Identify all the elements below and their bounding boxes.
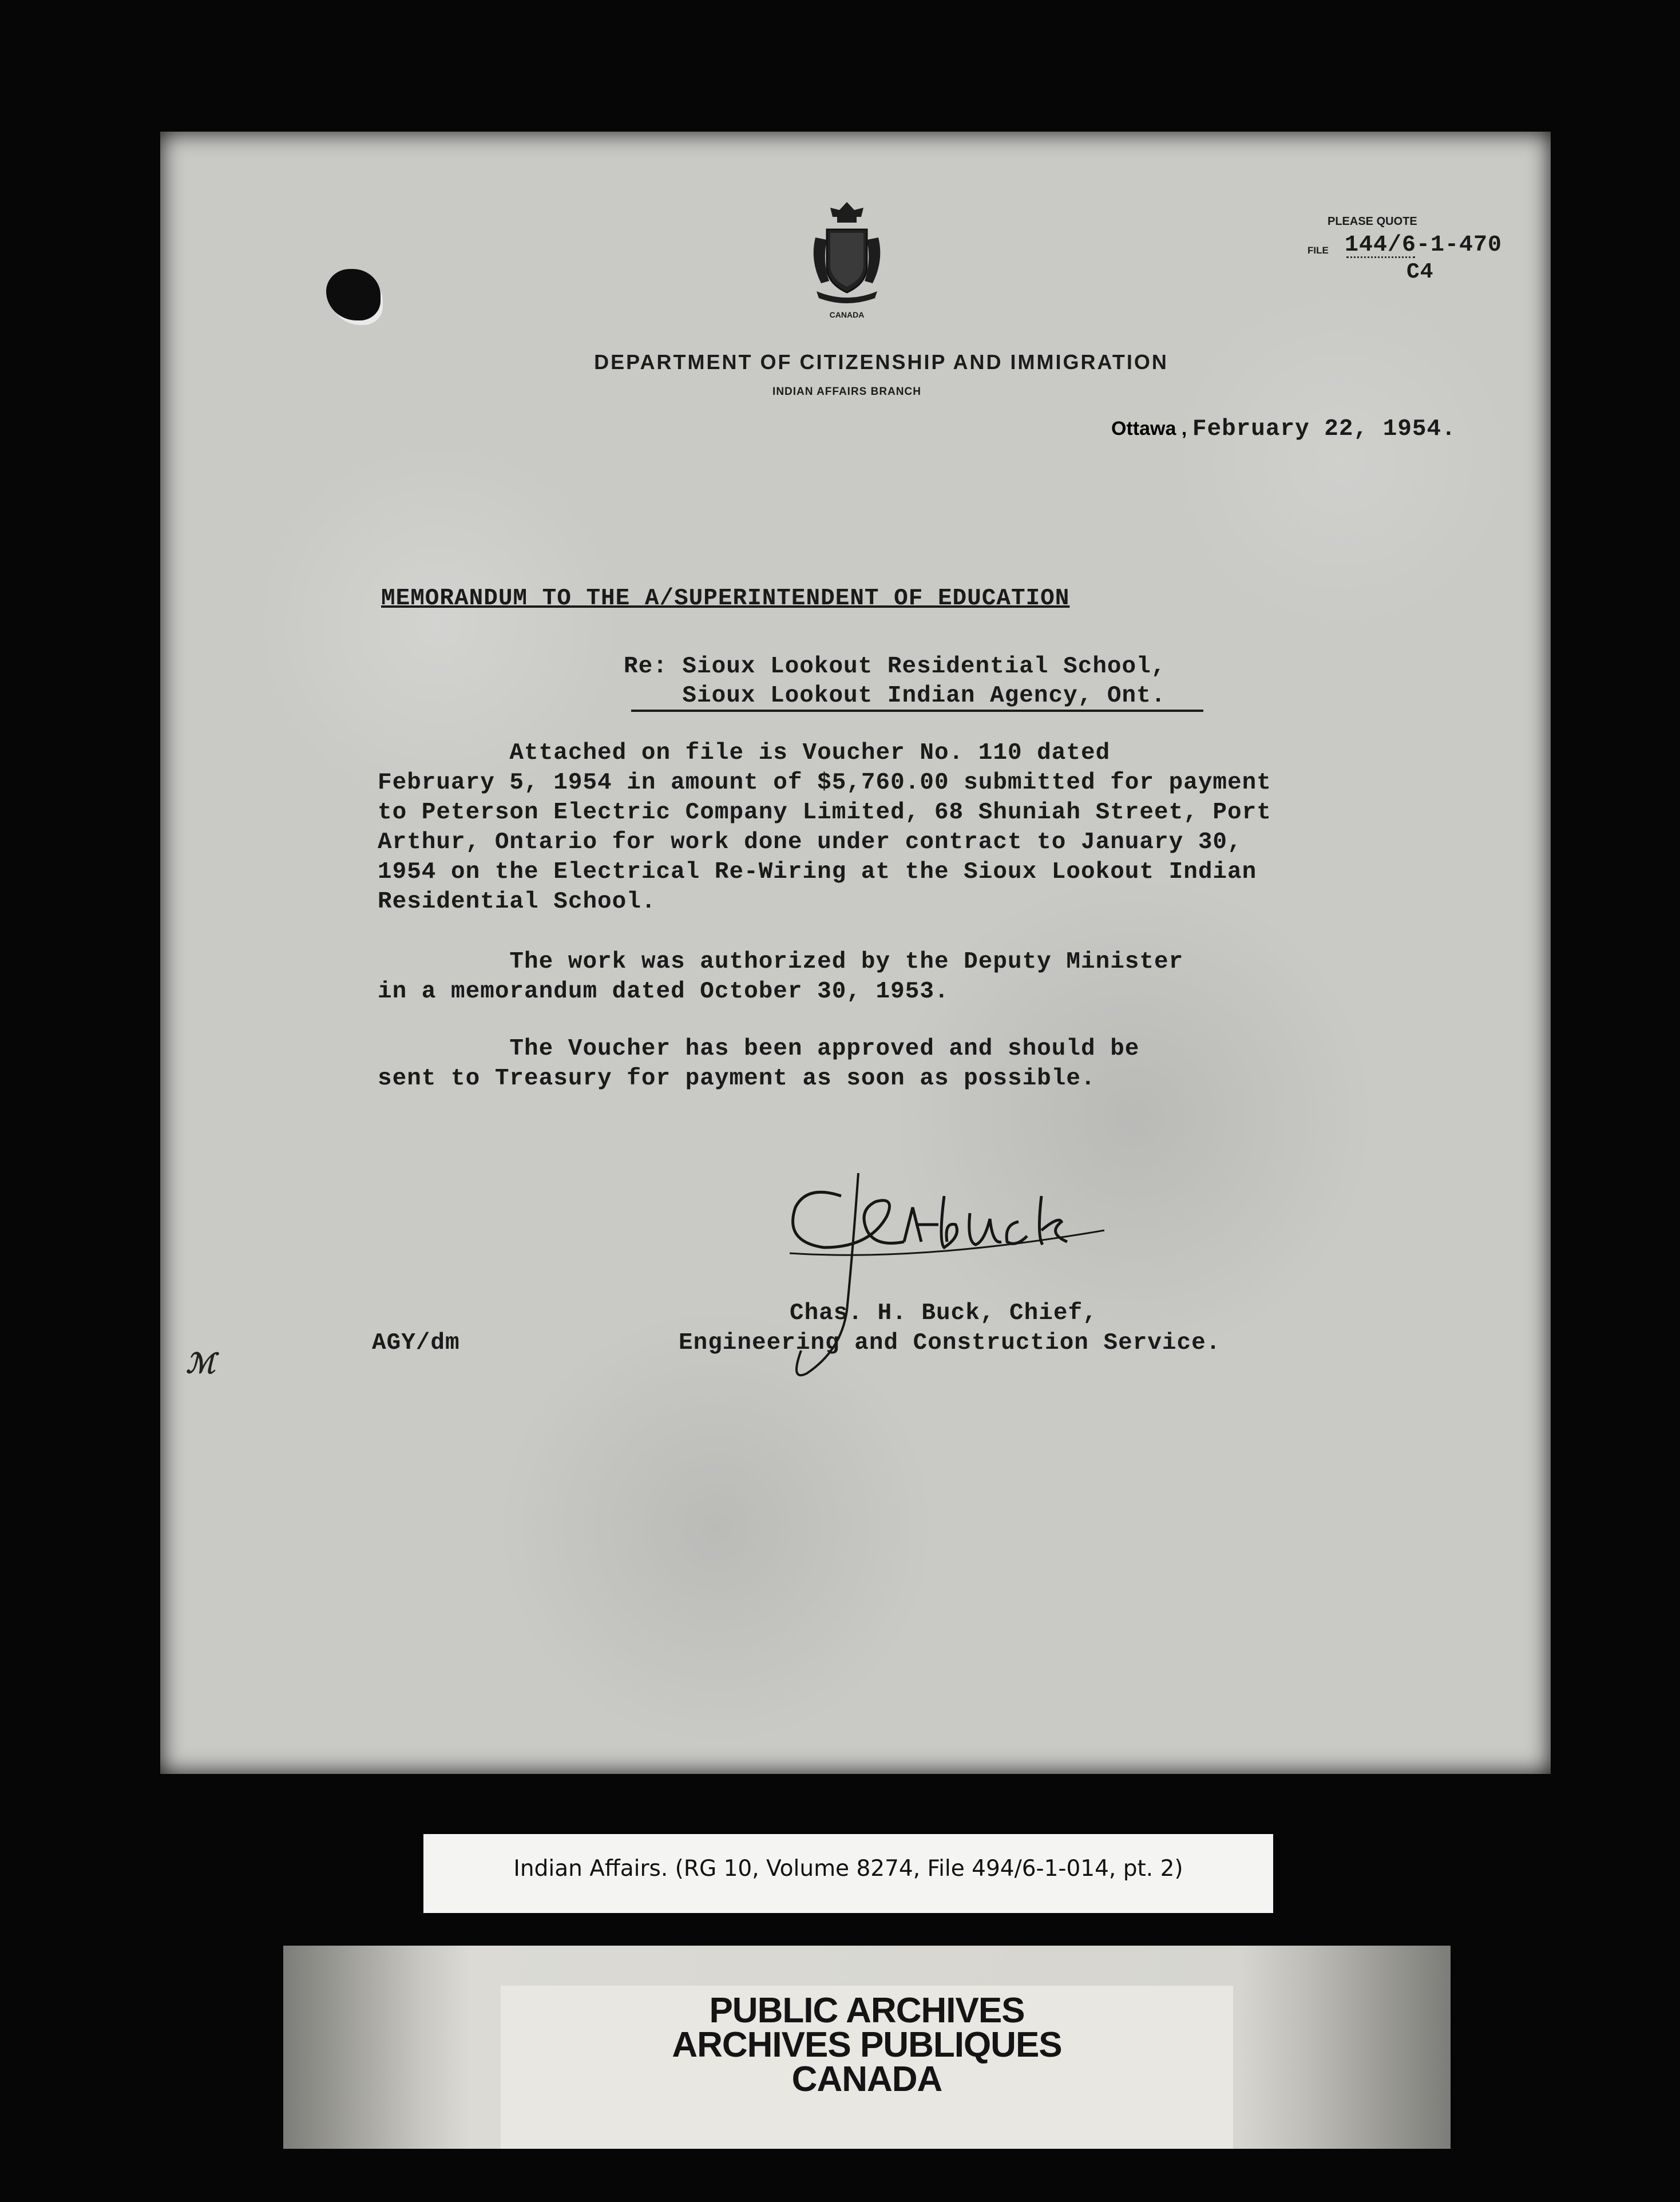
typist-reference: AGY/dm xyxy=(372,1330,460,1356)
public-archives-stamp xyxy=(283,1946,1451,2149)
file-number: 144/6-1-470 xyxy=(1345,232,1503,258)
dateline-date: February 22, 1954. xyxy=(1192,416,1456,442)
signer-name: Chas. H. Buck, Chief, xyxy=(790,1300,1097,1326)
crest-label: CANADA xyxy=(829,310,865,319)
dateline xyxy=(1111,416,1456,442)
archives-stamp-panel xyxy=(501,1986,1233,2149)
body-paragraph-approval: The Voucher has been approved and should be sent to Treasury for payment as soon as possible. xyxy=(378,1036,1140,1092)
subject-line-1: Re: Sioux Lookout Residential School, xyxy=(624,654,1166,680)
archives-stamp-line-en: PUBLIC ARCHIVES xyxy=(709,1991,1025,2030)
file-number-suffix: C4 xyxy=(1406,260,1434,284)
signer-title: Engineering and Construction Service. xyxy=(679,1330,1221,1356)
archival-citation-label xyxy=(423,1834,1273,1913)
body-paragraph-authorization: The work was authorized by the Deputy Minister in a memorandum dated October 30, 1953. xyxy=(378,949,1184,1005)
punch-hole xyxy=(326,269,381,320)
canada-coat-of-arms-icon xyxy=(804,197,890,306)
memo-heading: MEMORANDUM TO THE A/SUPERINTENDENT OF EDUCATION xyxy=(381,585,1070,612)
subject-underline xyxy=(631,710,1203,712)
citation-text: Indian Affairs. (RG 10, Volume 8274, File 494/6-1-014, pt. 2) xyxy=(513,1856,1183,1882)
body-paragraph-voucher: Attached on file is Voucher No. 110 dated February 5, 1954 in amount of $5,760.00 submitted for payment to Peterson Electric Company Limited, 68 Shuniah Street, Port Arthur, Ontario for work done under contract to January 30, 1954 on the Electrical Re-Wiring at the Sioux Lookout Indian Residential School. xyxy=(378,740,1271,915)
dateline-place: Ottawa , xyxy=(1111,418,1187,439)
file-label: FILE xyxy=(1307,245,1329,256)
please-quote-label: PLEASE QUOTE xyxy=(1328,215,1417,228)
department-title: DEPARTMENT OF CITIZENSHIP AND IMMIGRATION xyxy=(594,350,1168,374)
archives-stamp-line-country: CANADA xyxy=(791,2060,942,2099)
handwritten-margin-mark: ℳ xyxy=(186,1349,216,1379)
memo-document-page xyxy=(160,132,1551,1774)
branch-title: INDIAN AFFAIRS BRANCH xyxy=(772,386,921,398)
archives-stamp-line-fr: ARCHIVES PUBLIQUES xyxy=(672,2025,1062,2065)
subject-line-2: Sioux Lookout Indian Agency, Ont. xyxy=(624,683,1166,709)
